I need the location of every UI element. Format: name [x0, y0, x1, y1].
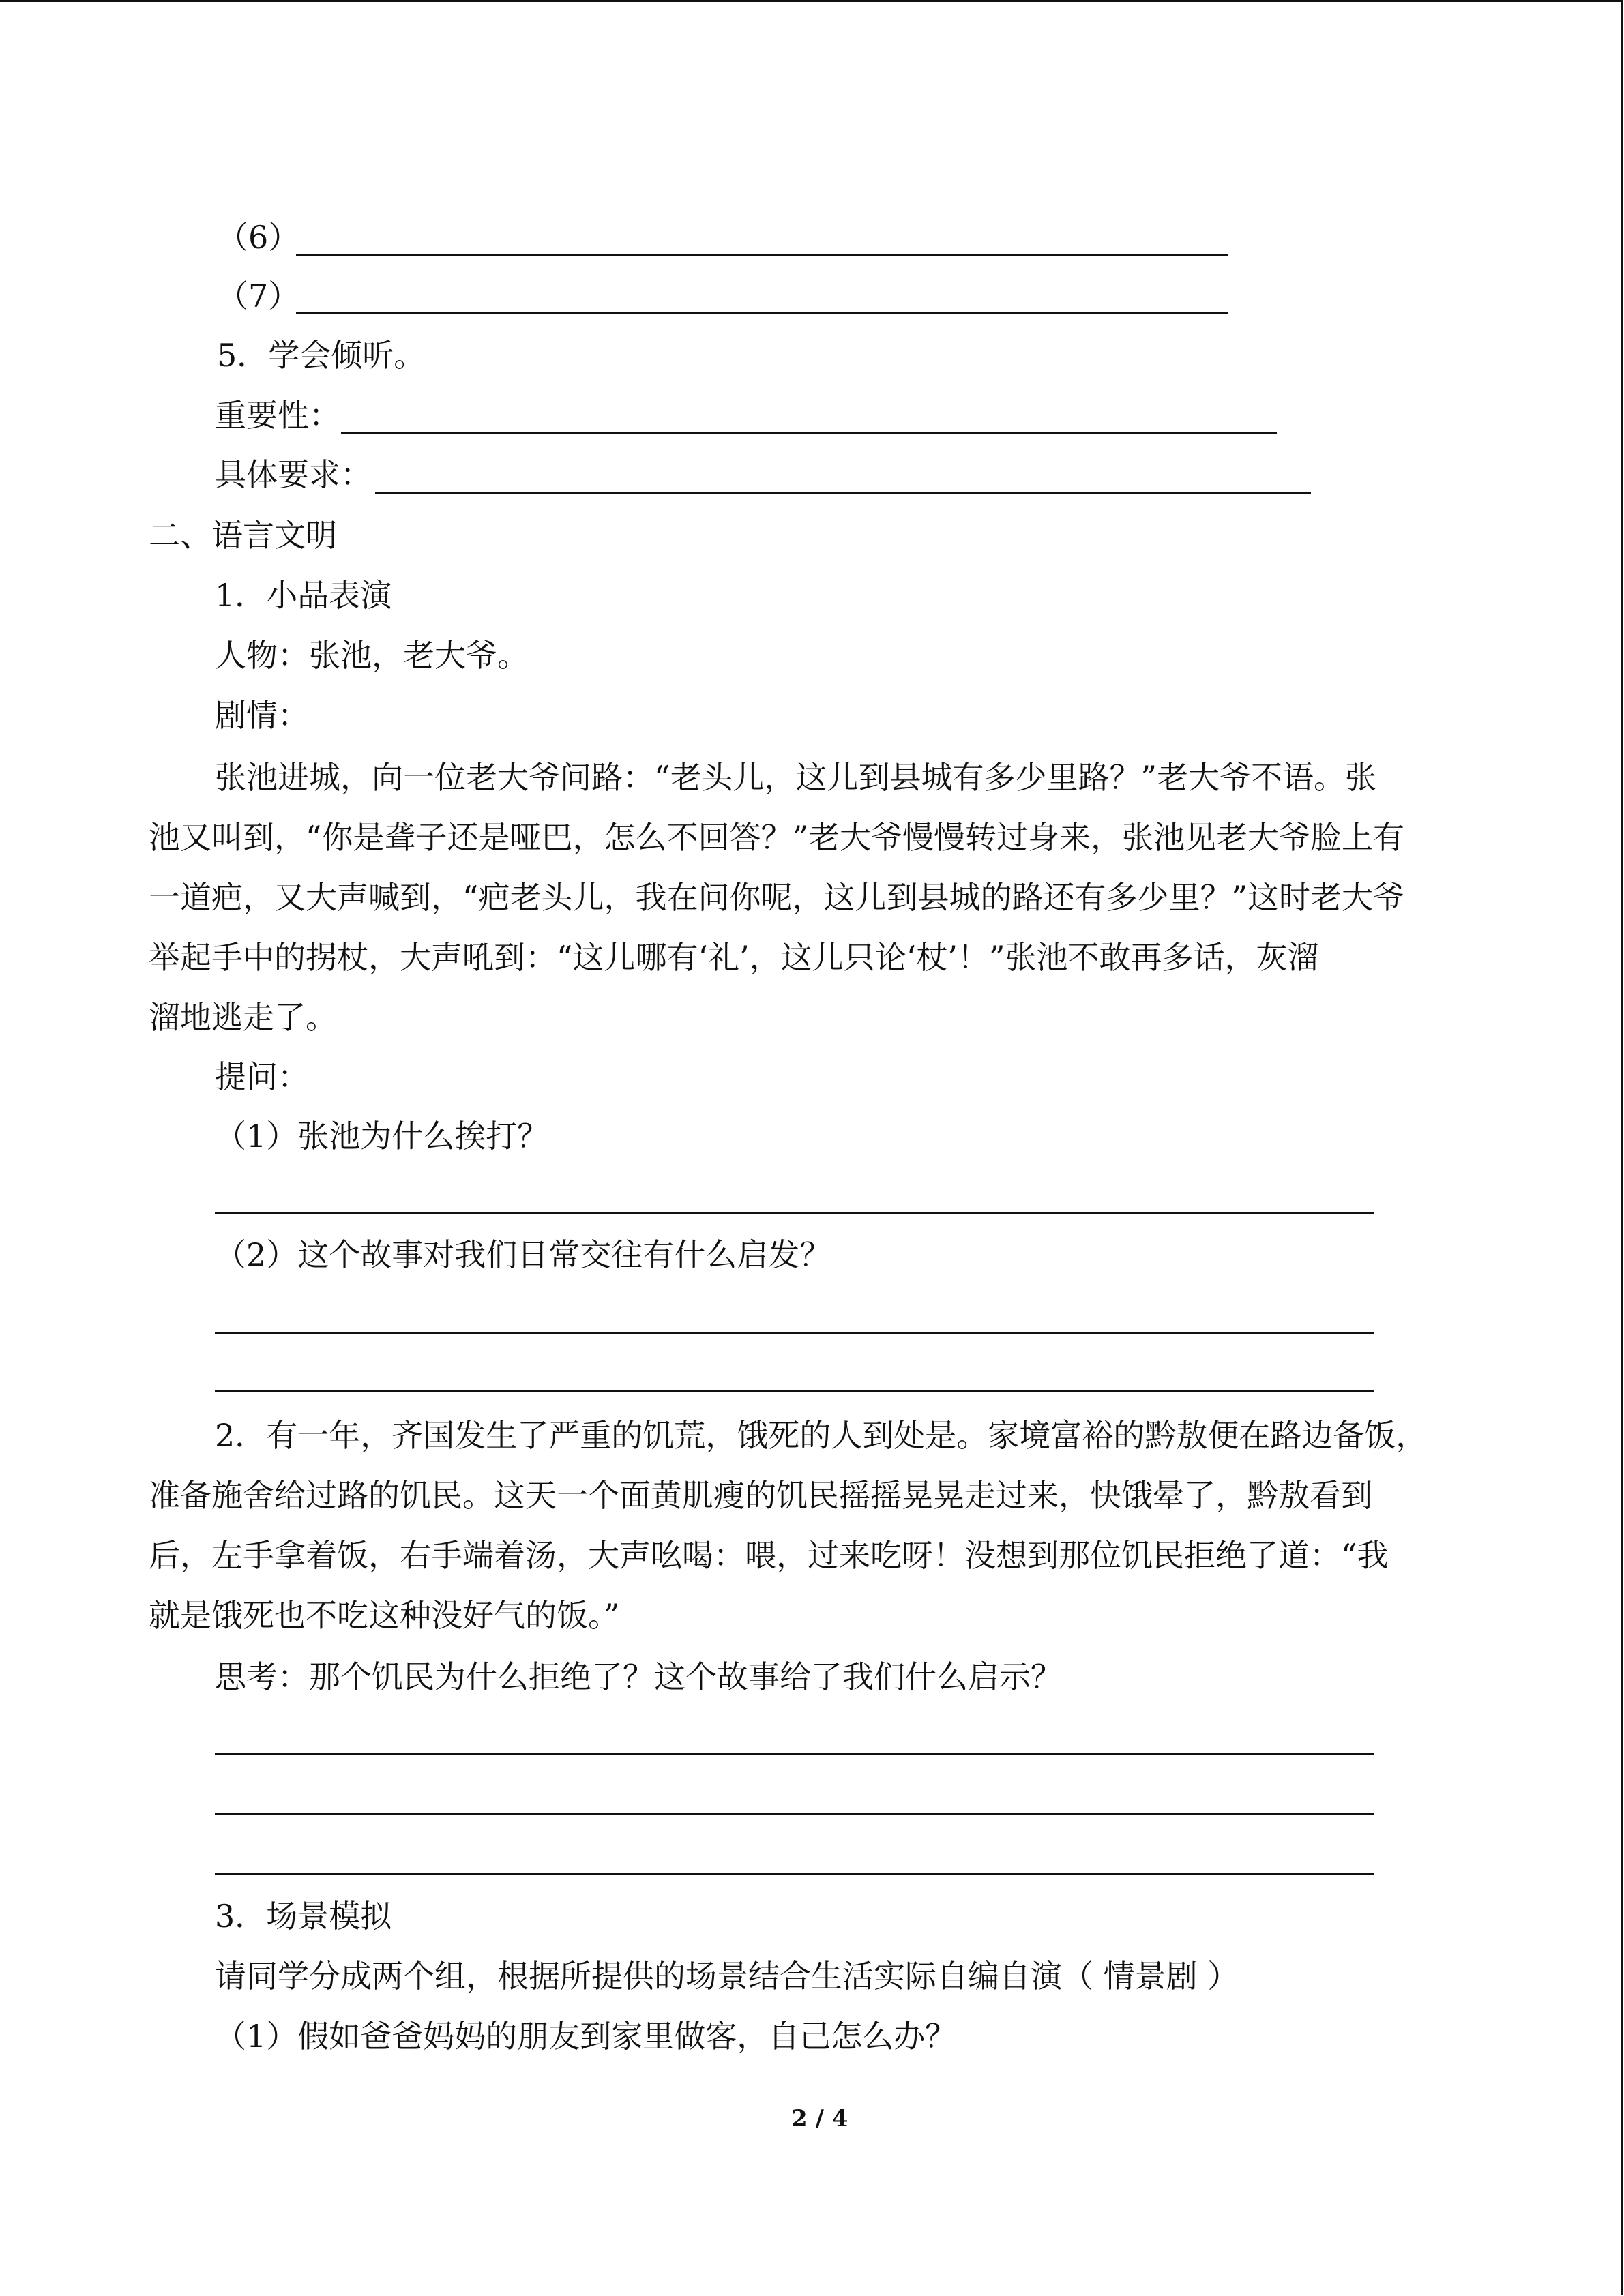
- characters-line: 人物：张池，老大爷。: [215, 637, 529, 674]
- q5-title: 5．学会倾听。: [217, 337, 426, 374]
- answer-line-q2[interactable]: [215, 1332, 1374, 1334]
- section-heading: 二、语言文明: [149, 517, 337, 554]
- question-label: 提问：: [215, 1058, 309, 1095]
- answer-line-q2[interactable]: [215, 1390, 1374, 1392]
- story2-line: 准备施舍给过路的饥民。这天一个面黄肌瘦的饥民摇摇晃晃走过来，快饿晕了，黔敖看到: [149, 1477, 1372, 1514]
- scene-title: 3．场景模拟: [215, 1898, 392, 1935]
- story2-line: 就是饿死也不吃这种没好气的饭。”: [149, 1597, 620, 1634]
- answer-line-think[interactable]: [215, 1813, 1374, 1815]
- page-number: 2 / 4: [791, 2105, 848, 2132]
- story-line: 一道疤，又大声喊到，“疤老头儿，我在问你呢，这儿到县城的路还有多少里？”这时老大爷: [149, 879, 1405, 916]
- question-1: （1）张池为什么挨打？: [215, 1118, 549, 1154]
- scene-instruction: 请同学分成两个组，根据所提供的场景结合生活实际自编自演（ 情景剧 ）: [215, 1958, 1239, 1995]
- requirements-answer-line[interactable]: [375, 492, 1311, 494]
- story2-line: 2．有一年，齐国发生了严重的饥荒，饿死的人到处是。家境富裕的黔敖便在路边备饭，: [215, 1417, 1428, 1454]
- answer-line-think[interactable]: [215, 1873, 1374, 1875]
- answer-line-7[interactable]: [296, 312, 1228, 314]
- scene-question-1: （1）假如爸爸妈妈的朋友到家里做客，自己怎么办？: [215, 2018, 957, 2055]
- story-line: 溜地逃走了。: [149, 999, 337, 1036]
- question-2: （2）这个故事对我们日常交往有什么启发？: [215, 1236, 831, 1273]
- importance-answer-line[interactable]: [341, 432, 1277, 434]
- answer-line-think[interactable]: [215, 1753, 1374, 1755]
- item-6-label: （6）: [217, 219, 300, 256]
- story-line: 张池进城，向一位老大爷问路：“老头儿，这儿到县城有多少里路？”老大爷不语。张: [215, 759, 1377, 796]
- plot-label: 剧情：: [215, 697, 309, 734]
- answer-line-q1[interactable]: [215, 1212, 1374, 1214]
- requirements-label: 具体要求：: [215, 456, 372, 493]
- item-7-label: （7）: [217, 278, 300, 314]
- answer-line-6[interactable]: [296, 254, 1228, 256]
- skit-title: 1．小品表演: [215, 577, 392, 614]
- story2-line: 后，左手拿着饭，右手端着汤，大声吆喝：喂，过来吃呀！没想到那位饥民拒绝了道：“我: [149, 1537, 1389, 1574]
- story-line: 举起手中的拐杖，大声吼到：“这儿哪有‘礼’，这儿只论‘杖’！”张池不敢再多话，灰溜: [149, 939, 1319, 976]
- story-line: 池又叫到，“你是聋子还是哑巴，怎么不回答？”老大爷慢慢转过身来，张池见老大爷脸上有: [149, 819, 1405, 856]
- importance-label: 重要性：: [215, 397, 340, 434]
- think-question: 思考：那个饥民为什么拒绝了？这个故事给了我们什么启示？: [215, 1658, 1062, 1695]
